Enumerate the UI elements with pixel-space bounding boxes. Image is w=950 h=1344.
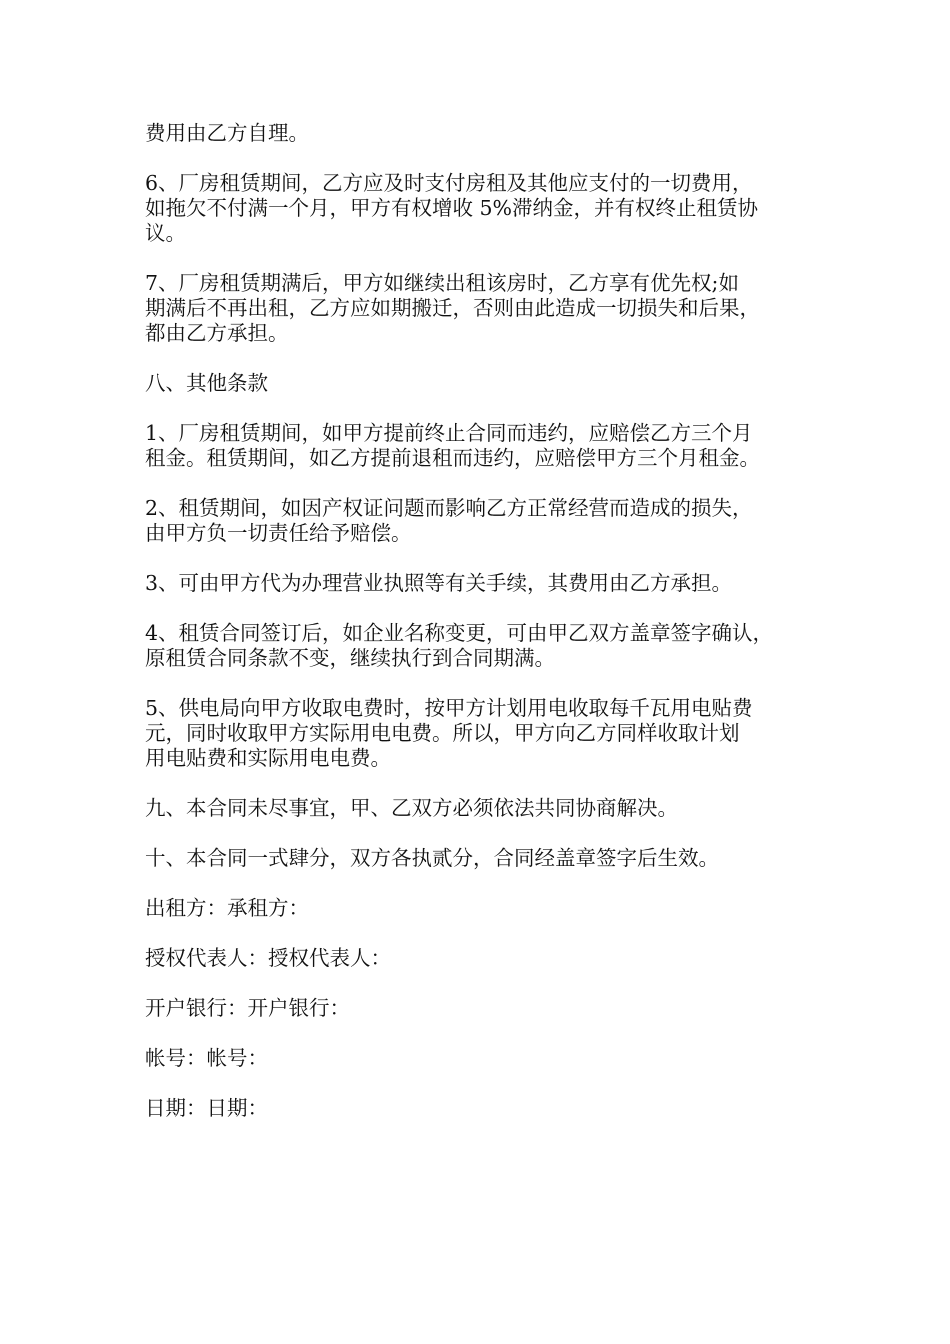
clause-8-4-name-change: 4、租赁合同签订后，如企业名称变更，可由甲乙双方盖章签字确认， 原租赁合同条款不变，继续执行到合同期满。 <box>145 621 774 670</box>
clause-8-5-electricity: 5、供电局向甲方收取电费时，按甲方计划用电收取每千瓦用电贴费 元，同时收取甲方实际用电电费。所以，甲方向乙方同样收取计划 用电贴费和实际用电电费。 <box>145 696 753 770</box>
signature-parties: 出租方：承租方： <box>145 896 309 920</box>
clause-7-lease-renewal: 7、厂房租赁期满后，甲方如继续出租该房时，乙方享有优先权;如 期满后不再出租，乙方应如期搬迁，否则由此造成一切损失和后果， 都由乙方承担。 <box>145 271 760 345</box>
signature-representatives: 授权代表人：授权代表人： <box>145 946 391 970</box>
clause-8-1-termination: 1、厂房租赁期间，如甲方提前终止合同而违约，应赔偿乙方三个月 租金。租赁期间，如乙方提前退租而违约，应赔偿甲方三个月租金。 <box>145 421 760 470</box>
section-9-unresolved-matters: 九、本合同未尽事宜，甲、乙双方必须依法共同协商解决。 <box>145 796 678 820</box>
section-8-heading: 八、其他条款 <box>145 371 268 395</box>
paragraph-fee-self: 费用由乙方自理。 <box>145 121 309 145</box>
clause-8-3-business-license: 3、可由甲方代为办理营业执照等有关手续，其费用由乙方承担。 <box>145 571 733 595</box>
signature-account: 帐号：帐号： <box>145 1046 268 1070</box>
section-10-copies: 十、本合同一式肆分，双方各执贰分，合同经盖章签字后生效。 <box>145 846 719 870</box>
document-body <box>145 121 815 1146</box>
clause-8-2-property-certificate: 2、租赁期间，如因产权证问题而影响乙方正常经营而造成的损失， 由甲方负一切责任给予赔偿。 <box>145 496 753 545</box>
clause-6-rent-payment: 6、厂房租赁期间，乙方应及时支付房租及其他应支付的一切费用， 如拖欠不付满一个月，甲方有权增收 5%滞纳金，并有权终止租赁协 议。 <box>145 171 759 245</box>
signature-bank: 开户银行：开户银行： <box>145 996 350 1020</box>
signature-date: 日期：日期： <box>145 1096 268 1120</box>
